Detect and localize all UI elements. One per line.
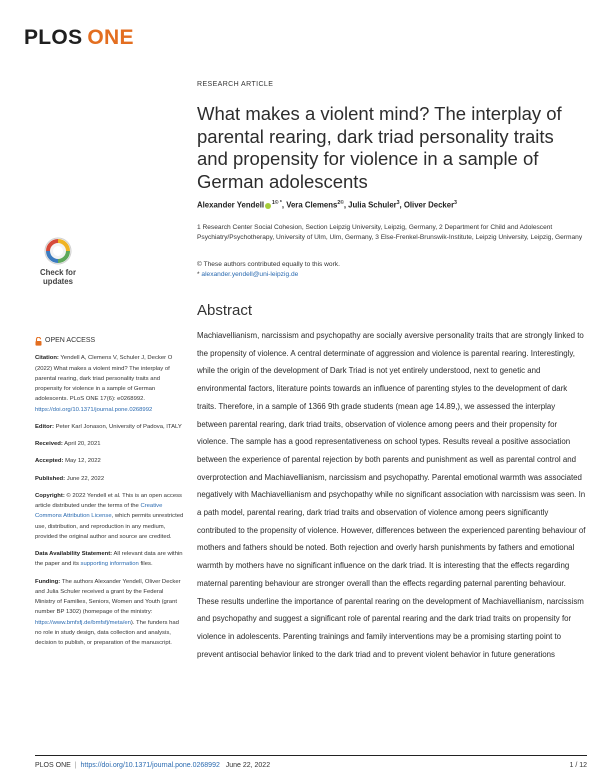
accepted-block: Accepted: May 12, 2022 bbox=[35, 458, 101, 465]
received-block: Received: April 20, 2021 bbox=[35, 441, 101, 447]
open-lock-icon bbox=[35, 337, 42, 346]
article-type: RESEARCH ARTICLE bbox=[197, 81, 274, 88]
author-sup: 3 bbox=[396, 200, 400, 206]
footer-date: June 22, 2022 bbox=[225, 762, 271, 769]
check-for-updates-badge[interactable] bbox=[38, 236, 78, 296]
email-link[interactable]: alexander.yendell@uni-leipzig.de bbox=[201, 271, 299, 278]
supporting-information-link[interactable]: supporting information bbox=[80, 561, 139, 568]
abstract-heading: Abstract bbox=[197, 302, 253, 319]
logo-plos: PLOS bbox=[24, 26, 83, 49]
data-availability-block: Data Availability Statement: All relevant data are within the paper and its supporting information files. bbox=[35, 551, 183, 568]
corresponding-email-line: * alexander.yendell@uni-leipzig.de bbox=[197, 271, 299, 278]
author-name[interactable]: Alexander Yendell bbox=[197, 200, 265, 210]
check-updates-icon bbox=[38, 236, 78, 268]
author-sup: 3 bbox=[454, 200, 457, 206]
footer-citation: PLOS ONE | https://doi.org/10.1371/journal.pone.0268992 June 22, 2022 bbox=[35, 762, 271, 769]
equal-contribution-note: © These authors contributed equally to this work. bbox=[197, 261, 340, 268]
article-sidebar bbox=[35, 336, 185, 655]
funding-block: Funding: The authors Alexander Yendell, Oliver Decker and Julia Schuler received a grant by the Federal Ministry of Families, Seniors, Women and Youth (grant number BP 1302) (homepage of the ministry: https://www.bmfsfj.de/bmfsfj/meta/en). The funders had no role in study design, data collection and analysis, decision to publish, or preparation of the manuscript. bbox=[35, 578, 181, 646]
article-title: What makes a violent mind? The interplay of parental rearing, dark triad personality traits and propensity for violence in a sample of German adolescents bbox=[197, 103, 562, 192]
citation-block: Citation: Yendell A, Clemens V, Schuler J, Decker O (2022) What makes a violent mind? The interplay of parental rearing, dark triad personality traits and propensity for violence in a sample of German adolescents. PLoS ONE 17(6): e0268992. https://doi.org/10.1371/journal.pone.0268992 bbox=[35, 355, 173, 413]
license-link[interactable]: Creative Commons Attribution License bbox=[35, 503, 163, 520]
open-access-badge[interactable] bbox=[35, 336, 185, 346]
copyright-block: Copyright: © 2022 Yendell et al. This is an open access article distributed under the terms of the Creative Commons Attribution License, which permits unrestricted use, distribution, and reproduction in any medium, provided the original author and source are credited. bbox=[35, 492, 184, 540]
abstract-text: Machiavellianism, narcissism and psychopathy are socially aversive personality traits that are strongly linked to the propensity of violence. A central determinate of aggression and violence is parental rearing. Interestingly, while the origin of the development of Dark Triad is not yet entirely understood, next to genetic and environmental factors, literature points towards an influence of parenting styles to the development of dark traits. Therefore, in a sample of 1366 9th grade students (mean age 14.89,), we assessed the interplay between parental rearing, dark triad traits, observation of violence among peers and their propensity for violence. The sample has a good representativeness on school types. Results reveal a positive association between the experience of parental rejection by both parents and punishment as well as parental control and overprotection and Machiavellianism, narcissism and psychopathy. Parental emotional warmth was associated negatively with Machiavellianism and psychopathy while no significant association with narcissism was seen. In a path model, parental rearing, dark triad traits and observation of violence among peers significantly contributed to the propensity of violence. However, differences between the experienced parenting behaviour of mothers and fathers should be noted. Both rejection and overly harsh punishments by fathers and emotional warmth by mothers have no significant influence on the dark triad. It is interesting that the effects regarding maternal parenting behaviour are stronger overall than the effects regarding paternal parenting behaviour. These results underline the importance of parental rearing on the development of Machiavellianism, narcissism and psychopathy and suggest a significant role of parental rearing and the dark triad traits on propensity for violence in adolescents. Parenting trainings and family interventions may be a promising starting point to prevent antisocial behavior linked to the dark triad and to prevent violent behavior in future generations bbox=[197, 331, 586, 659]
orcid-icon[interactable] bbox=[265, 203, 271, 209]
author-name[interactable]: Vera Clemens bbox=[286, 200, 338, 210]
footer-divider bbox=[35, 755, 587, 756]
logo-one: ONE bbox=[87, 26, 134, 49]
check-updates-label: Check for updates bbox=[40, 268, 76, 286]
author-name[interactable]: Oliver Decker bbox=[403, 200, 455, 210]
author-name[interactable]: Julia Schuler bbox=[348, 200, 397, 210]
editor-block: Editor: Peter Karl Jonason, University of Padova, ITALY bbox=[35, 423, 182, 430]
page-number: 1 / 12 bbox=[569, 762, 587, 769]
author-list: Alexander Yendell $^{1© *}$, Vera Clemens$^{2©}$, Julia Schuler$^3$, Oliver Decker$^3$ bbox=[197, 200, 457, 210]
citation-doi-link[interactable]: https://doi.org/10.1371/journal.pone.0268992 bbox=[35, 406, 153, 413]
footer-doi-link[interactable]: https://doi.org/10.1371/journal.pone.0268992 bbox=[80, 762, 220, 769]
author-sup: 2© bbox=[337, 200, 344, 206]
footer-journal: PLOS ONE bbox=[35, 762, 71, 769]
open-access-label: OPEN ACCESS bbox=[45, 337, 96, 344]
ministry-link[interactable]: https://www.bmfsfj.de/bmfsfj/meta/en bbox=[35, 619, 131, 626]
published-block: Published: June 22, 2022 bbox=[35, 475, 105, 482]
journal-logo[interactable] bbox=[24, 26, 134, 50]
author-sup: 1© * bbox=[272, 200, 282, 206]
affiliations: 1 Research Center Social Cohesion, Section Leipzig University, Leipzig, Germany, 2 Department for Child and Adolescent Psychiatry/Psychotherapy, University of Ulm, Ulm, Germany, 3 Else-Frenkel-Brunswik-Institute, Leipzig University, Leipzig, Germany bbox=[197, 224, 583, 241]
